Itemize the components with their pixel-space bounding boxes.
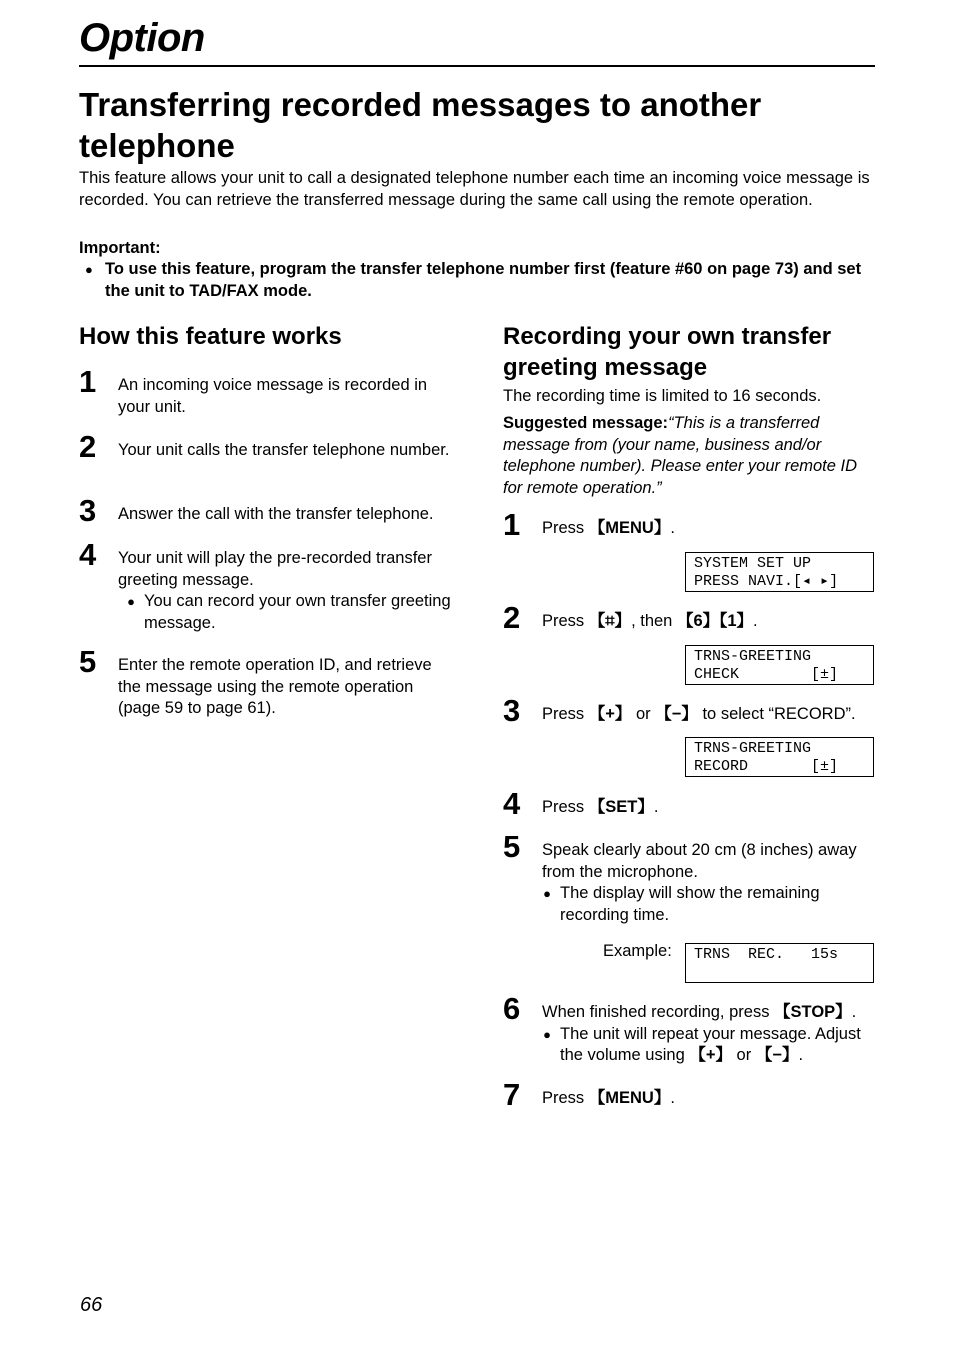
step-number: 5: [79, 644, 97, 679]
hash-key: 【⌗】: [588, 612, 632, 630]
minus-key: 【−】: [755, 1046, 799, 1064]
step-text: When finished recording, press 【STOP】.: [542, 1003, 857, 1021]
how-it-works-heading: How this feature works: [79, 323, 342, 350]
important-text: To use this feature, program the transfer telephone number first (feature #60 on page 73) and set the unit to TAD/FAX mode.: [105, 260, 862, 300]
step-number: 2: [79, 429, 97, 464]
step-text: Answer the call with the transfer telephone.: [118, 505, 434, 523]
suggested-text: “This is a transferred message from (your name, business and/or telephone number). Please enter your remote ID for remote operation.”: [503, 414, 858, 497]
header-rule: [79, 65, 875, 67]
step-text: Press 【+】 or 【−】 to select “RECORD”.: [542, 705, 856, 723]
step-body: [118, 548, 452, 634]
suggested-label: Suggested message:: [503, 414, 669, 432]
menu-key: 【MENU】: [588, 1089, 671, 1107]
plus-key: 【+】: [689, 1046, 732, 1064]
step-number: 7: [503, 1077, 521, 1112]
bullet-icon: ●: [543, 886, 551, 901]
step-number: 1: [79, 364, 97, 399]
stop-key: 【STOP】: [774, 1003, 852, 1021]
important-label: Important:: [79, 239, 161, 257]
recording-heading: Recording your own transfer greeting message: [503, 323, 832, 381]
step-body: [542, 840, 876, 926]
important-item: [79, 259, 879, 302]
menu-key: 【MENU】: [588, 519, 671, 537]
step-number: 6: [503, 991, 521, 1026]
bullet-icon: ●: [543, 1026, 551, 1042]
step-bullet-text: You can record your own transfer greeting message.: [144, 592, 451, 632]
step-text: Speak clearly about 20 cm (8 inches) away from the microphone.: [542, 841, 857, 881]
set-key: 【SET】: [588, 798, 654, 816]
step-bullet-text: The display will show the remaining recording time.: [560, 884, 820, 924]
step-number: 3: [79, 493, 97, 528]
step-body: [542, 1002, 876, 1067]
step-text: Press 【⌗】, then 【6】【1】.: [542, 612, 758, 630]
section-title: Option: [79, 16, 205, 60]
step-number: 5: [503, 829, 521, 864]
step-text: Your unit calls the transfer telephone number.: [118, 441, 450, 459]
step-bullet: [118, 591, 452, 634]
step-text: Your unit will play the pre-recorded transfer greeting message.: [118, 549, 432, 589]
step-number: 2: [503, 600, 521, 635]
digit-keys: 【6】【1】: [676, 612, 754, 630]
minus-key: 【−】: [655, 705, 698, 723]
page-number: 66: [80, 1294, 103, 1316]
recording-limit: The recording time is limited to 16 seconds.: [503, 387, 822, 405]
step-text: Enter the remote operation ID, and retrieve the message using the remote operation (page 59 to page 61).: [118, 656, 432, 717]
step-text: Press 【MENU】.: [542, 519, 675, 537]
step-number: 1: [503, 507, 521, 542]
step-text: An incoming voice message is recorded in your unit.: [118, 376, 428, 416]
step-bullet: [534, 883, 876, 926]
step-text: Press 【MENU】.: [542, 1089, 675, 1107]
bullet-icon: ●: [127, 594, 135, 609]
step-bullet-text: The unit will repeat your message. Adjust the volume using 【+】 or 【−】.: [560, 1024, 861, 1064]
lcd-display-3: TRNS-GREETING RECORD [±]: [685, 737, 874, 777]
plus-key: 【+】: [588, 705, 632, 723]
lcd-display-2: TRNS-GREETING CHECK [±]: [685, 645, 874, 685]
step-number: 3: [503, 693, 521, 728]
step-number: 4: [503, 786, 521, 821]
example-label: Example:: [603, 942, 672, 960]
step-number: 4: [79, 537, 97, 572]
step-bullet: [534, 1024, 876, 1067]
bullet-icon: ●: [85, 262, 93, 277]
intro-paragraph: This feature allows your unit to call a designated telephone number each time an incoming voice message is recorded. You can retrieve the transferred message during the same call using the remote operation.: [79, 169, 870, 209]
page-title: Transferring recorded messages to another telephone: [79, 86, 762, 164]
lcd-display-1: SYSTEM SET UP PRESS NAVI.[◂ ▸]: [685, 552, 874, 592]
suggested-message: [503, 413, 878, 499]
lcd-display-4: TRNS REC. 15s: [685, 943, 874, 983]
step-text: Press 【SET】.: [542, 798, 659, 816]
